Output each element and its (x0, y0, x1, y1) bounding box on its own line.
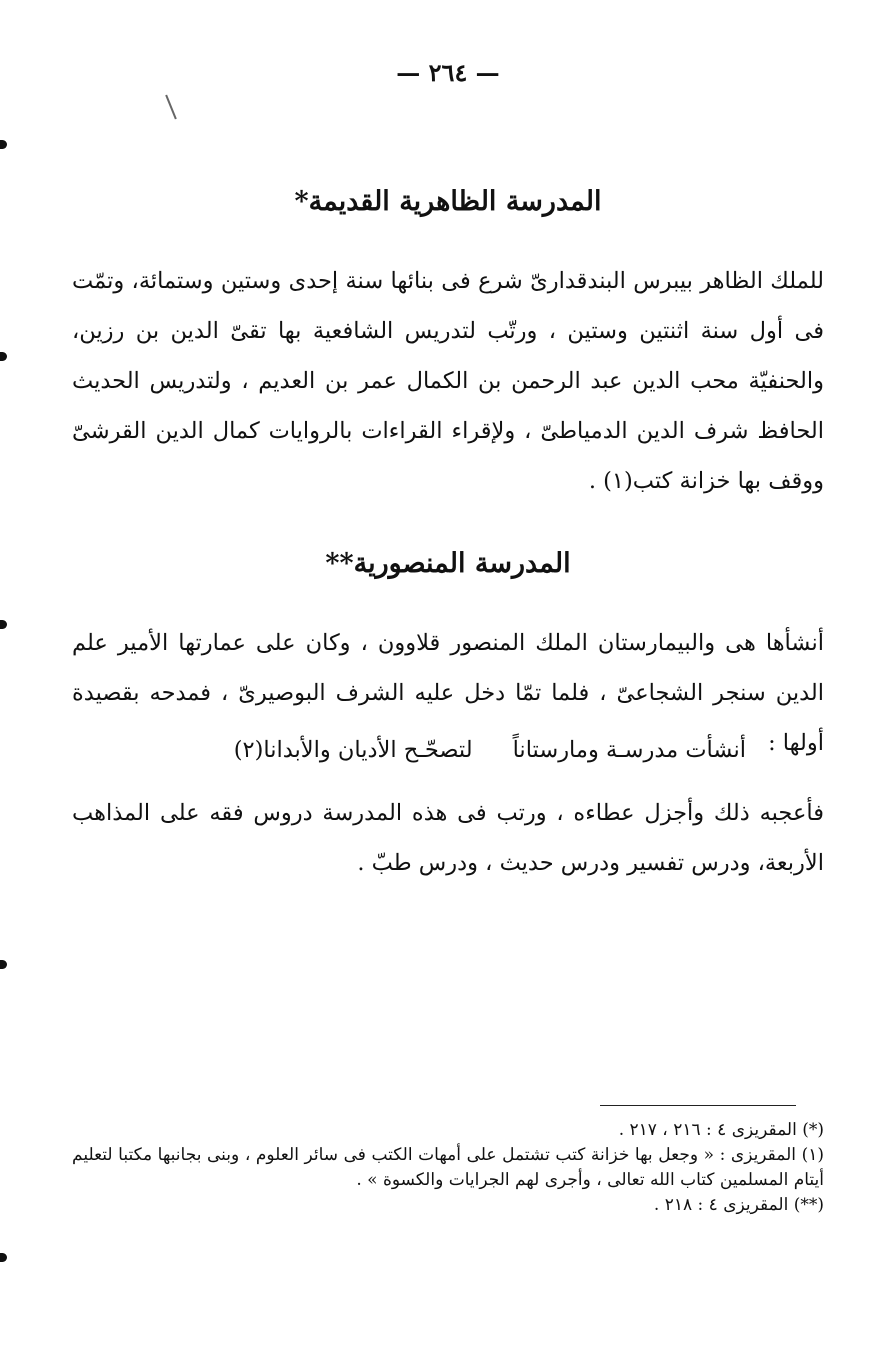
verse-second-hemistich: لتصحّـح الأديان والأبدانا(٢) (233, 737, 473, 763)
section-title-mansuriyya: المدرسة المنصورية** (325, 548, 571, 579)
footnote: (*) المقريزى ٤ : ٢١٦ ، ٢١٧ . (618, 1120, 824, 1140)
binding-hole-mark (0, 620, 7, 629)
binding-hole-mark (0, 960, 7, 969)
binding-hole-mark (0, 1253, 7, 1262)
footnotes (72, 1118, 824, 1218)
section-body-mansuriyya: أنشأها هى والبيمارستان الملك المنصور قلاوون ، وكان على عمارتها الأمير علم الدين سنجر الشجاعىّ ، فلما تمّا دخل عليه الشرف البوصيرىّ ، فمدحه بقصيدة أولها : (72, 630, 824, 756)
footnote: (**) المقريزى ٤ : ٢١٨ . (653, 1195, 824, 1215)
section-body-zahiriyya: للملك الظاهر بيبرس البندقدارىّ شرع فى بنائها سنة إحدى وستين وستمائة، وتمّت فى أول سنة اثنتين وستين ، ورتّب لتدريس الشافعية بها تقىّ الدين بن رزين، والحنفيّة محب الدين عبد الرحمن بن الكمال عمر بن العديم ، ولتدريس الحديث الحافظ شرف الدين الدمياطىّ ، ولإقراء القراءات بالروايات كمال الدين القرشىّ ووقف بها خزانة كتب(١) . (72, 268, 824, 494)
scan-artifact (165, 95, 177, 120)
footnote-divider (600, 1105, 796, 1106)
binding-hole-mark (0, 140, 7, 149)
section-title-zahiriyya: المدرسة الظاهرية القديمة* (294, 186, 602, 217)
binding-hole-mark (0, 352, 7, 361)
page-number: — ٢٦٤ — (396, 58, 500, 87)
poem-verse (72, 725, 824, 775)
verse-first-hemistich: أنشأت مدرسـة ومارستاناً (512, 737, 746, 763)
section-body-mansuriyya-continued: فأعجبه ذلك وأجزل عطاءه ، ورتب فى هذه المدرسة دروس فقه على المذاهب الأربعة، ودرس تفسير ودرس حديث ، ودرس طبّ . (72, 800, 824, 876)
footnote: (١) المقريزى : « وجعل بها خزانة كتب تشتمل على أمهات الكتب فى سائر العلوم ، وبنى بجانبها مكتبا لتعليم أيتام المسلمين كتاب الله تعالى ، وأجرى لهم الجرايات والكسوة » . (72, 1145, 824, 1190)
